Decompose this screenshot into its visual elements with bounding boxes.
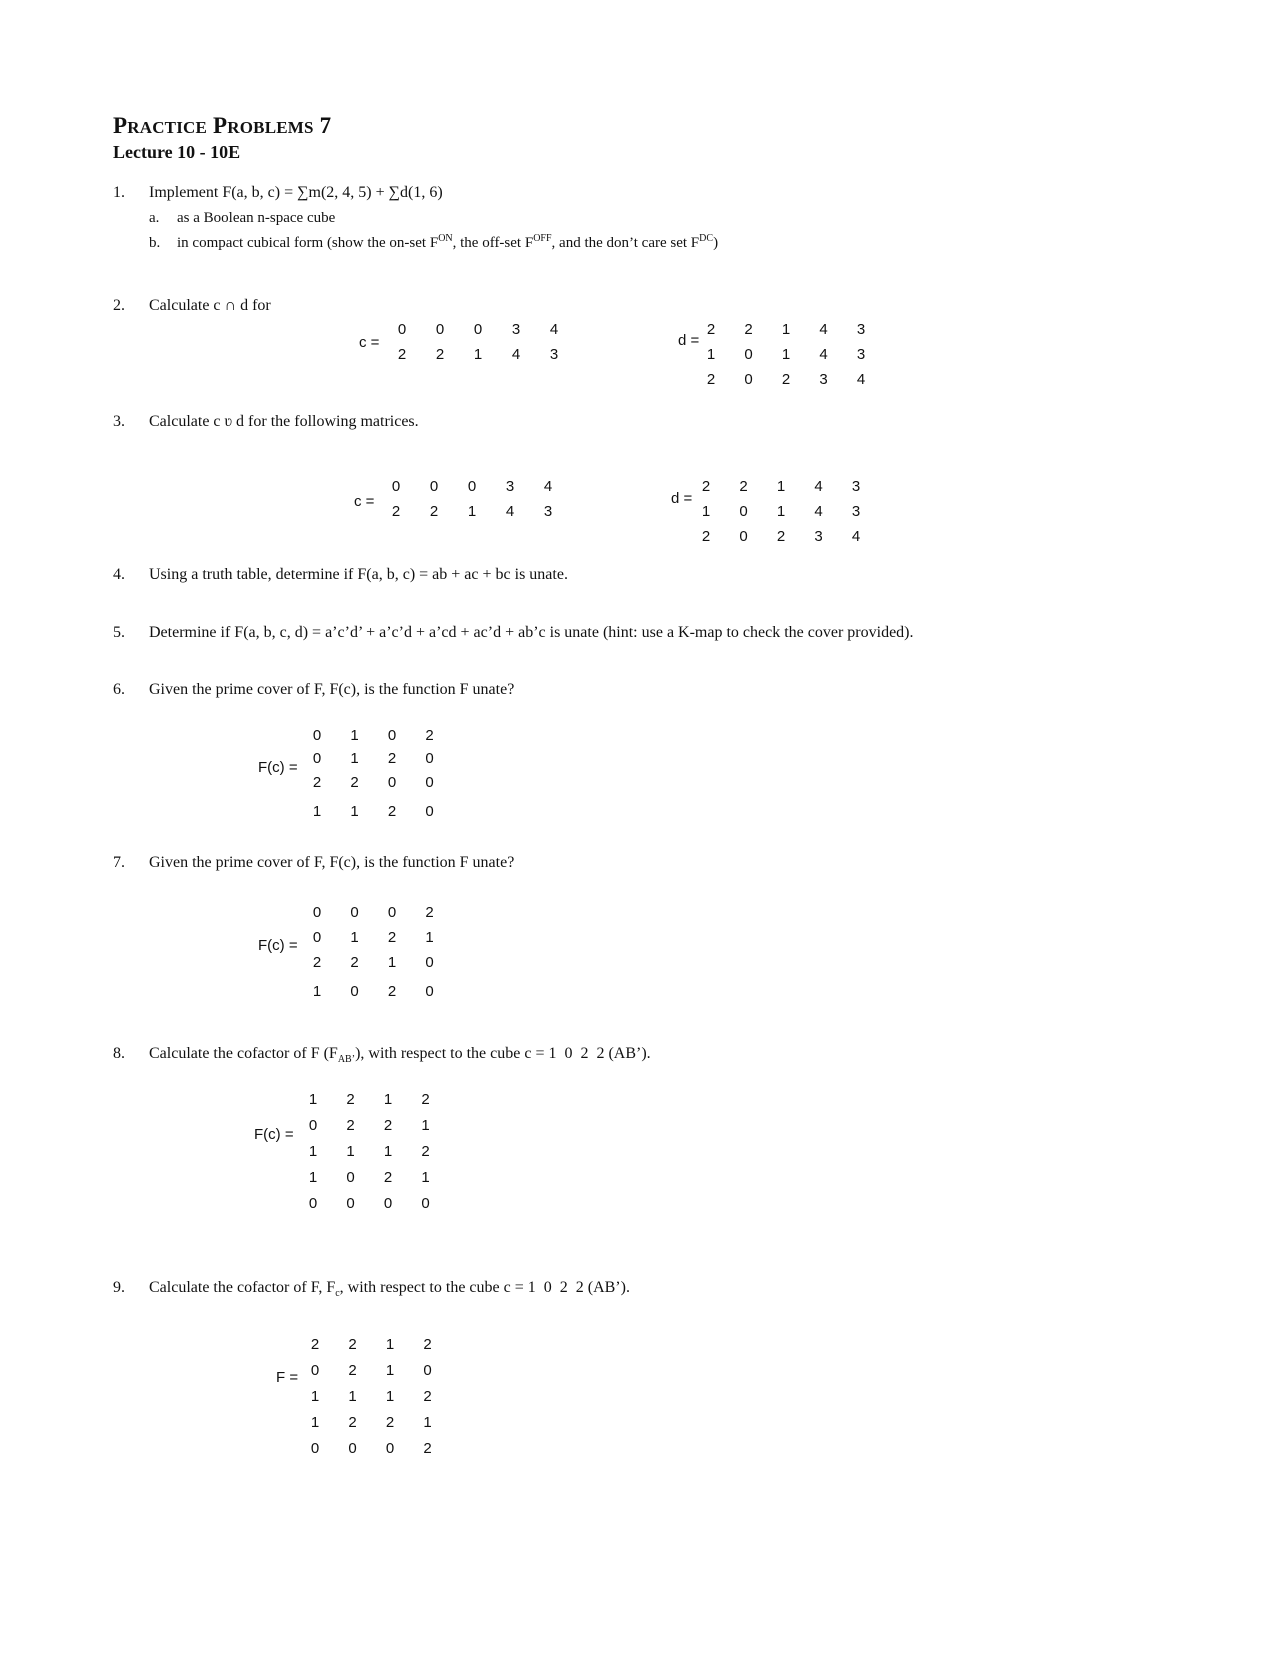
problem-1a-label: a. (149, 210, 160, 226)
matrix-cell: 1 (350, 929, 359, 946)
problem-6-text: Given the prime cover of F, F(c), is the function F unate? (149, 681, 515, 698)
matrix-cell: 3 (851, 503, 861, 520)
problem-7-fc-label: F(c) = (258, 937, 298, 954)
matrix-cell: 2 (346, 1091, 355, 1108)
problem-2-text: Calculate c ∩ d for (149, 297, 271, 314)
problem-2-d-label: d = (678, 332, 700, 349)
matrix-cell: 1 (467, 503, 477, 520)
matrix-cell: 0 (346, 1169, 355, 1186)
problem-7-number: 7. (113, 854, 125, 871)
matrix-cell: 1 (425, 929, 434, 946)
matrix-cell: 3 (819, 371, 828, 388)
matrix-cell: 2 (350, 774, 359, 791)
matrix-cell: 1 (350, 750, 359, 767)
matrix-cell: 0 (739, 528, 748, 545)
matrix-cell: 0 (312, 904, 322, 921)
matrix-cell: 2 (776, 528, 786, 545)
matrix-cell: 0 (383, 1195, 393, 1212)
matrix-cell: 0 (423, 1362, 432, 1379)
matrix-cell: 4 (851, 528, 861, 545)
matrix-cell: 0 (387, 774, 397, 791)
matrix-cell: 1 (776, 478, 786, 495)
problem-5-number: 5. (113, 624, 125, 641)
matrix-cell: 1 (706, 346, 716, 363)
problem-9-number: 9. (113, 1279, 125, 1296)
problem-8-text: Calculate the cofactor of F $(F_{AB’})$, with respect to the cube c = 1 0 2 2 (AB’). (149, 1045, 651, 1066)
matrix-cell: 4 (819, 346, 828, 363)
matrix-cell: 1 (385, 1388, 395, 1405)
matrix-cell: 1 (312, 803, 322, 820)
matrix-cell: 1 (310, 1414, 320, 1431)
page-title: PRACTICE PROBLEMS 7 (113, 113, 332, 138)
matrix-cell: 3 (505, 478, 515, 495)
matrix-cell: 2 (383, 1169, 393, 1186)
matrix-cell: 0 (421, 1195, 430, 1212)
matrix-cell: 4 (814, 503, 823, 520)
problem-4-text: Using a truth table, determine if F(a, b, c) = ab + ac + bc is unate. (149, 566, 568, 583)
matrix-cell: 0 (312, 750, 322, 767)
page-subtitle: Lecture 10 - 10E (113, 142, 241, 162)
matrix-cell: 2 (744, 321, 753, 338)
problem-3-text: Calculate c ʋ d for the following matrices. (149, 413, 419, 430)
matrix-cell: 1 (383, 1091, 393, 1108)
matrix-cell: 1 (781, 321, 791, 338)
problem-6-fc-label: F(c) = (258, 759, 298, 776)
problem-1-number: 1. (113, 184, 125, 201)
matrix-cell: 1 (308, 1091, 318, 1108)
matrix-cell: 0 (744, 346, 753, 363)
matrix-cell: 2 (385, 1414, 395, 1431)
matrix-cell: 1 (387, 954, 397, 971)
matrix-cell: 1 (312, 983, 322, 1000)
matrix-cell: 2 (423, 1440, 432, 1457)
problem-3-number: 3. (113, 413, 125, 430)
matrix-cell: 1 (421, 1117, 430, 1134)
matrix-cell: 3 (549, 346, 559, 363)
problem-5-text: Determine if F(a, b, c, d) = a’c’d’ + a’c’d + a’cd + ac’d + ab’c is unate (hint: use a K-map to check the cover provided). (149, 624, 914, 641)
matrix-cell: 4 (549, 321, 559, 338)
matrix-cell: 2 (387, 929, 397, 946)
matrix-cell: 0 (744, 371, 753, 388)
problem-8-fc-label: F(c) = (254, 1126, 294, 1143)
matrix-cell: 0 (310, 1440, 320, 1457)
matrix-cell: 2 (397, 346, 407, 363)
problem-1a-text: as a Boolean n-space cube (177, 210, 336, 226)
matrix-cell: 2 (350, 954, 359, 971)
matrix-cell: 0 (350, 983, 359, 1000)
problem-9-f-label: F = (276, 1369, 299, 1386)
matrix-cell: 1 (383, 1143, 393, 1160)
matrix-cell: 0 (310, 1362, 320, 1379)
matrix-cell: 0 (425, 750, 434, 767)
matrix-cell: 1 (350, 803, 359, 820)
matrix-cell: 0 (350, 904, 359, 921)
matrix-cell: 0 (387, 727, 397, 744)
matrix-cell: 1 (473, 346, 483, 363)
problem-1-text: Implement F(a, b, c) = ∑m(2, 4, 5) + ∑d(1, 6) (149, 184, 443, 201)
matrix-cell: 0 (435, 321, 445, 338)
matrix-cell: 1 (701, 503, 711, 520)
matrix-cell: 0 (308, 1117, 318, 1134)
matrix-cell: 2 (423, 1336, 432, 1353)
matrix-cell: 1 (308, 1169, 318, 1186)
problem-3-d-label: d = (671, 490, 693, 507)
matrix-cell: 2 (312, 954, 322, 971)
matrix-cell: 2 (425, 727, 434, 744)
matrix-cell: 2 (348, 1362, 357, 1379)
matrix-cell: 2 (387, 750, 397, 767)
matrix-cell: 2 (706, 321, 716, 338)
matrix-cell: 1 (776, 503, 786, 520)
matrix-cell: 0 (425, 954, 434, 971)
matrix-cell: 0 (312, 929, 322, 946)
matrix-cell: 1 (350, 727, 359, 744)
matrix-cell: 4 (511, 346, 521, 363)
matrix-cell: 1 (781, 346, 791, 363)
matrix-cell: 2 (346, 1117, 355, 1134)
matrix-cell: 0 (348, 1440, 357, 1457)
problem-7-text: Given the prime cover of F, F(c), is the function F unate? (149, 854, 515, 871)
matrix-cell: 1 (308, 1143, 318, 1160)
matrix-cell: 3 (856, 321, 866, 338)
matrix-cell: 2 (425, 904, 434, 921)
matrix-cell: 2 (383, 1117, 393, 1134)
matrix-cell: 0 (739, 503, 748, 520)
matrix-cell: 2 (701, 478, 711, 495)
matrix-cell: 3 (856, 346, 866, 363)
matrix-cell: 4 (819, 321, 828, 338)
matrix-cell: 0 (391, 478, 401, 495)
matrix-cell: 1 (385, 1336, 395, 1353)
matrix-cell: 3 (543, 503, 553, 520)
matrix-cell: 4 (856, 371, 866, 388)
matrix-cell: 3 (851, 478, 861, 495)
matrix-cell: 0 (425, 774, 434, 791)
matrix-cell: 2 (421, 1091, 430, 1108)
matrix-cell: 0 (473, 321, 483, 338)
matrix-cell: 1 (385, 1362, 395, 1379)
matrix-cell: 1 (310, 1388, 320, 1405)
matrix-cell: 3 (814, 528, 823, 545)
matrix-cell: 4 (814, 478, 823, 495)
problem-2-c-label: c = (359, 334, 380, 351)
matrix-cell: 2 (421, 1143, 430, 1160)
matrix-cell: 2 (706, 371, 716, 388)
matrix-cell: 2 (739, 478, 748, 495)
problem-9-text: Calculate the cofactor of F, $F_c$, with respect to the cube c = 1 0 2 2 (AB’). (149, 1279, 630, 1300)
problem-1b-text: in compact cubical form (show the on-set $F^{ON}$, the off-set $F^{OFF}$, and the don’t care set $F^{DC}$) (177, 233, 719, 251)
matrix-cell: 4 (505, 503, 515, 520)
matrix-cell: 0 (387, 904, 397, 921)
matrix-cell: 0 (429, 478, 439, 495)
matrix-cell: 2 (387, 983, 397, 1000)
problem-2-number: 2. (113, 297, 125, 314)
problem-8-number: 8. (113, 1045, 125, 1062)
matrix-cell: 0 (346, 1195, 355, 1212)
matrix-cell: 2 (312, 774, 322, 791)
matrix-cell: 2 (423, 1388, 432, 1405)
problem-3-c-label: c = (354, 493, 375, 510)
matrix-cell: 3 (511, 321, 521, 338)
matrix-cell: 2 (387, 803, 397, 820)
matrix-cell: 2 (429, 503, 439, 520)
problem-1b-label: b. (149, 235, 161, 251)
matrix-cell: 0 (397, 321, 407, 338)
matrix-cell: 0 (467, 478, 477, 495)
matrix-cell: 0 (425, 803, 434, 820)
matrix-cell: 0 (425, 983, 434, 1000)
matrix-cell: 2 (348, 1414, 357, 1431)
matrix-cell: 0 (385, 1440, 395, 1457)
matrix-cell: 1 (421, 1169, 430, 1186)
matrix-cell: 1 (348, 1388, 357, 1405)
matrix-cell: 4 (543, 478, 553, 495)
matrix-cell: 1 (423, 1414, 432, 1431)
matrix-cell: 2 (348, 1336, 357, 1353)
matrix-cell: 2 (310, 1336, 320, 1353)
matrix-cell: 2 (435, 346, 445, 363)
matrix-cell: 2 (701, 528, 711, 545)
matrix-cell: 0 (312, 727, 322, 744)
matrix-cell: 1 (346, 1143, 355, 1160)
matrix-cell: 0 (308, 1195, 318, 1212)
matrix-cell: 2 (781, 371, 791, 388)
problem-4-number: 4. (113, 566, 125, 583)
matrix-cell: 2 (391, 503, 401, 520)
problem-6-number: 6. (113, 681, 125, 698)
